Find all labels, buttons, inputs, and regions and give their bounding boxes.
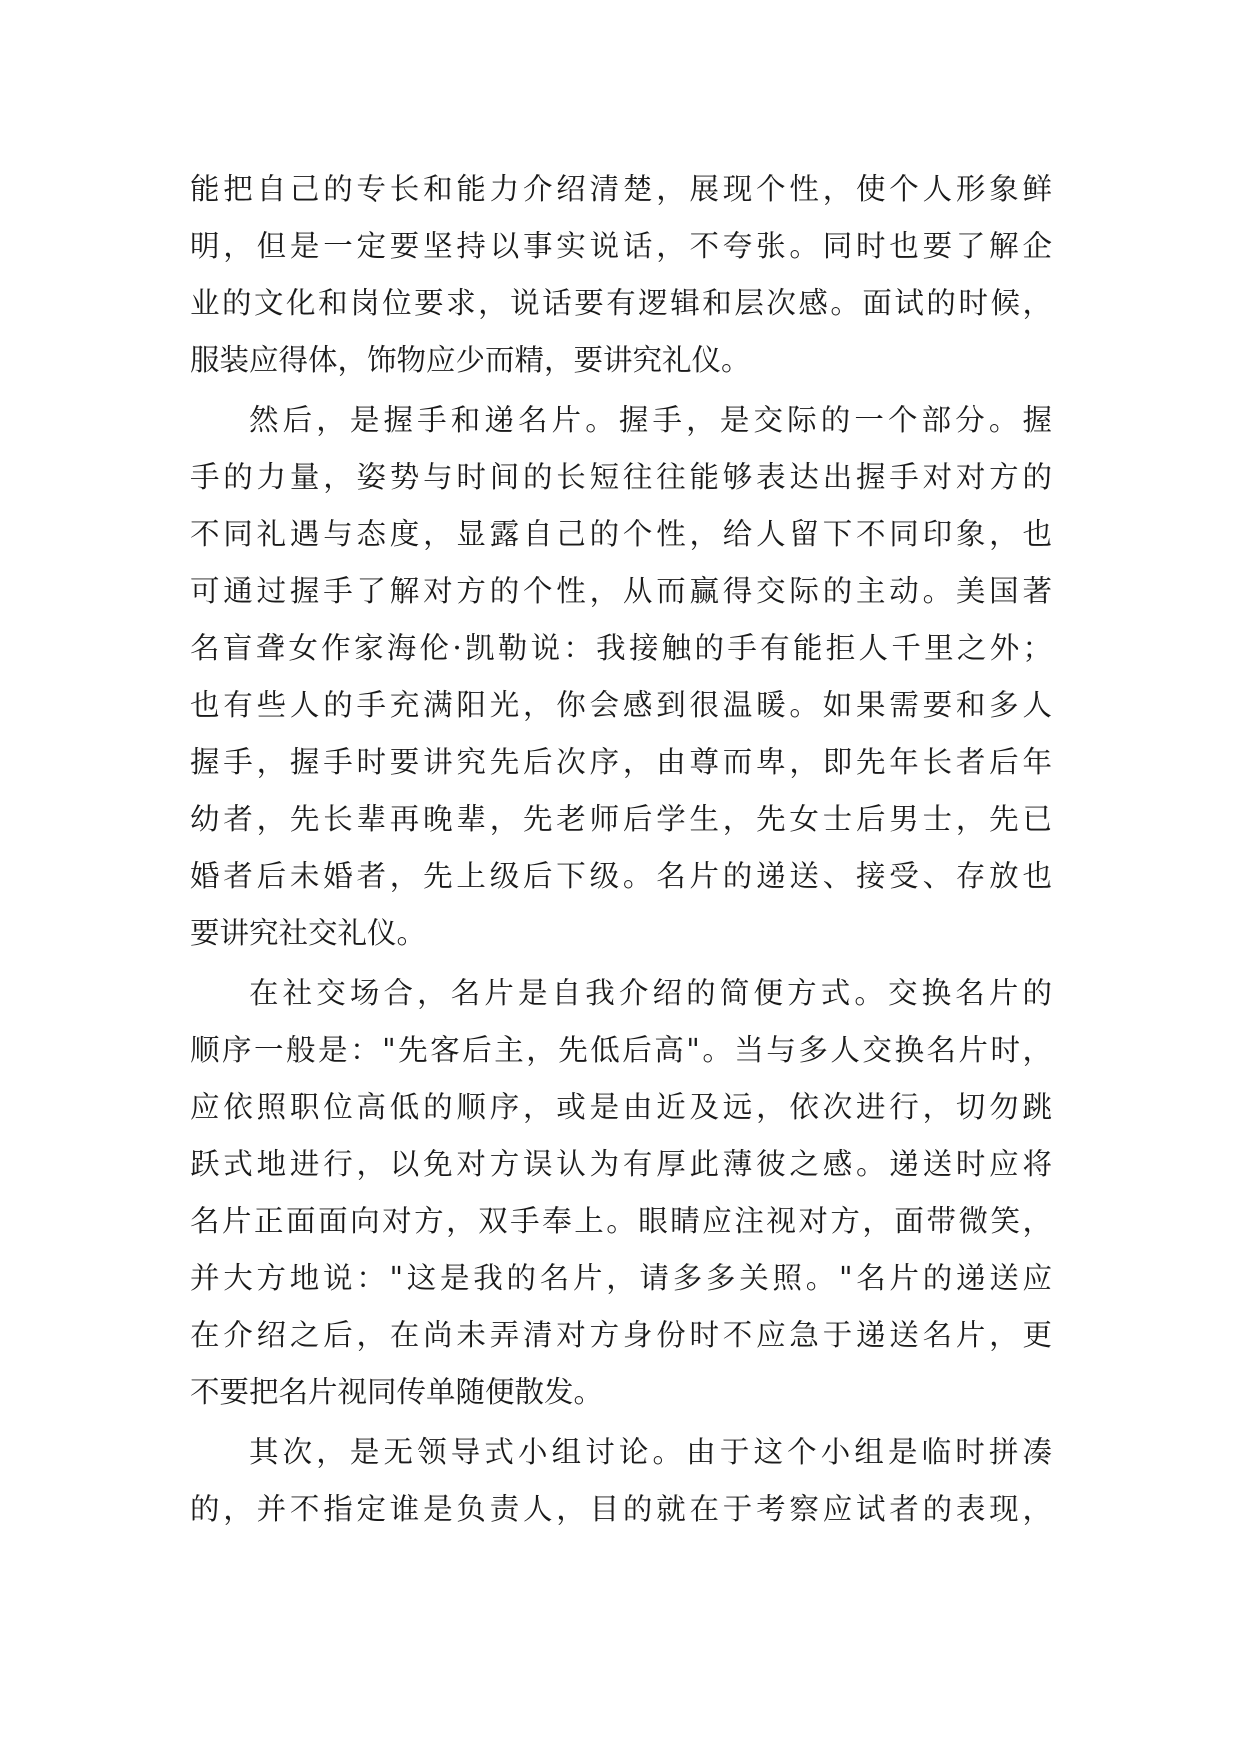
text-line: 能把自己的专长和能力介绍清楚，展现个性，使个人形象鲜 — [190, 172, 1052, 206]
text-line: 并大方地说："这是我的名片，请多多关照。"名片的递送应 — [190, 1261, 1052, 1295]
text-line: 明，但是一定要坚持以事实说话，不夸张。同时也要了解企 — [190, 229, 1052, 263]
paragraph — [190, 161, 1052, 389]
text-line: 婚者后未婚者，先上级后下级。名片的递送、接受、存放也 — [190, 859, 1052, 893]
text-line: 可通过握手了解对方的个性，从而赢得交际的主动。美国著 — [190, 574, 1052, 608]
paragraph — [190, 965, 1052, 1421]
text-line: 应依照职位高低的顺序，或是由近及远，依次进行，切勿跳 — [190, 1090, 1052, 1124]
text-line: 幼者，先长辈再晚辈，先老师后学生，先女士后男士，先已 — [190, 802, 1052, 836]
text-line: 跃式地进行，以免对方误认为有厚此薄彼之感。递送时应将 — [190, 1147, 1052, 1181]
text-line: 服装应得体，饰物应少而精，要讲究礼仪。 — [190, 343, 751, 377]
text-line: 在介绍之后，在尚未弄清对方身份时不应急于递送名片，更 — [190, 1318, 1052, 1352]
text-line: 名片正面面向对方，双手奉上。眼睛应注视对方，面带微笑， — [190, 1204, 1052, 1238]
paragraph — [190, 392, 1052, 962]
text-line: 手的力量，姿势与时间的长短往往能够表达出握手对对方的 — [190, 460, 1052, 494]
text-line: 要讲究社交礼仪。 — [190, 916, 427, 950]
text-line: 其次，是无领导式小组讨论。由于这个小组是临时拼凑 — [249, 1435, 1052, 1469]
text-line: 在社交场合，名片是自我介绍的简便方式。交换名片的 — [249, 976, 1052, 1010]
paragraph — [190, 1424, 1052, 1538]
text-line: 业的文化和岗位要求，说话要有逻辑和层次感。面试的时候， — [190, 286, 1052, 320]
text-line: 不同礼遇与态度，显露自己的个性，给人留下不同印象，也 — [190, 517, 1052, 551]
text-line: 也有些人的手充满阳光，你会感到很温暖。如果需要和多人 — [190, 688, 1052, 722]
text-line: 顺序一般是："先客后主，先低后高"。当与多人交换名片时， — [190, 1033, 1052, 1067]
text-line: 然后，是握手和递名片。握手，是交际的一个部分。握 — [249, 403, 1052, 437]
document-body — [190, 161, 1052, 1538]
text-line: 握手，握手时要讲究先后次序，由尊而卑，即先年长者后年 — [190, 745, 1052, 779]
text-line: 的，并不指定谁是负责人，目的就在于考察应试者的表现， — [190, 1492, 1052, 1526]
text-line: 不要把名片视同传单随便散发。 — [190, 1375, 604, 1409]
text-line: 名盲聋女作家海伦·凯勒说：我接触的手有能拒人千里之外； — [190, 631, 1052, 665]
